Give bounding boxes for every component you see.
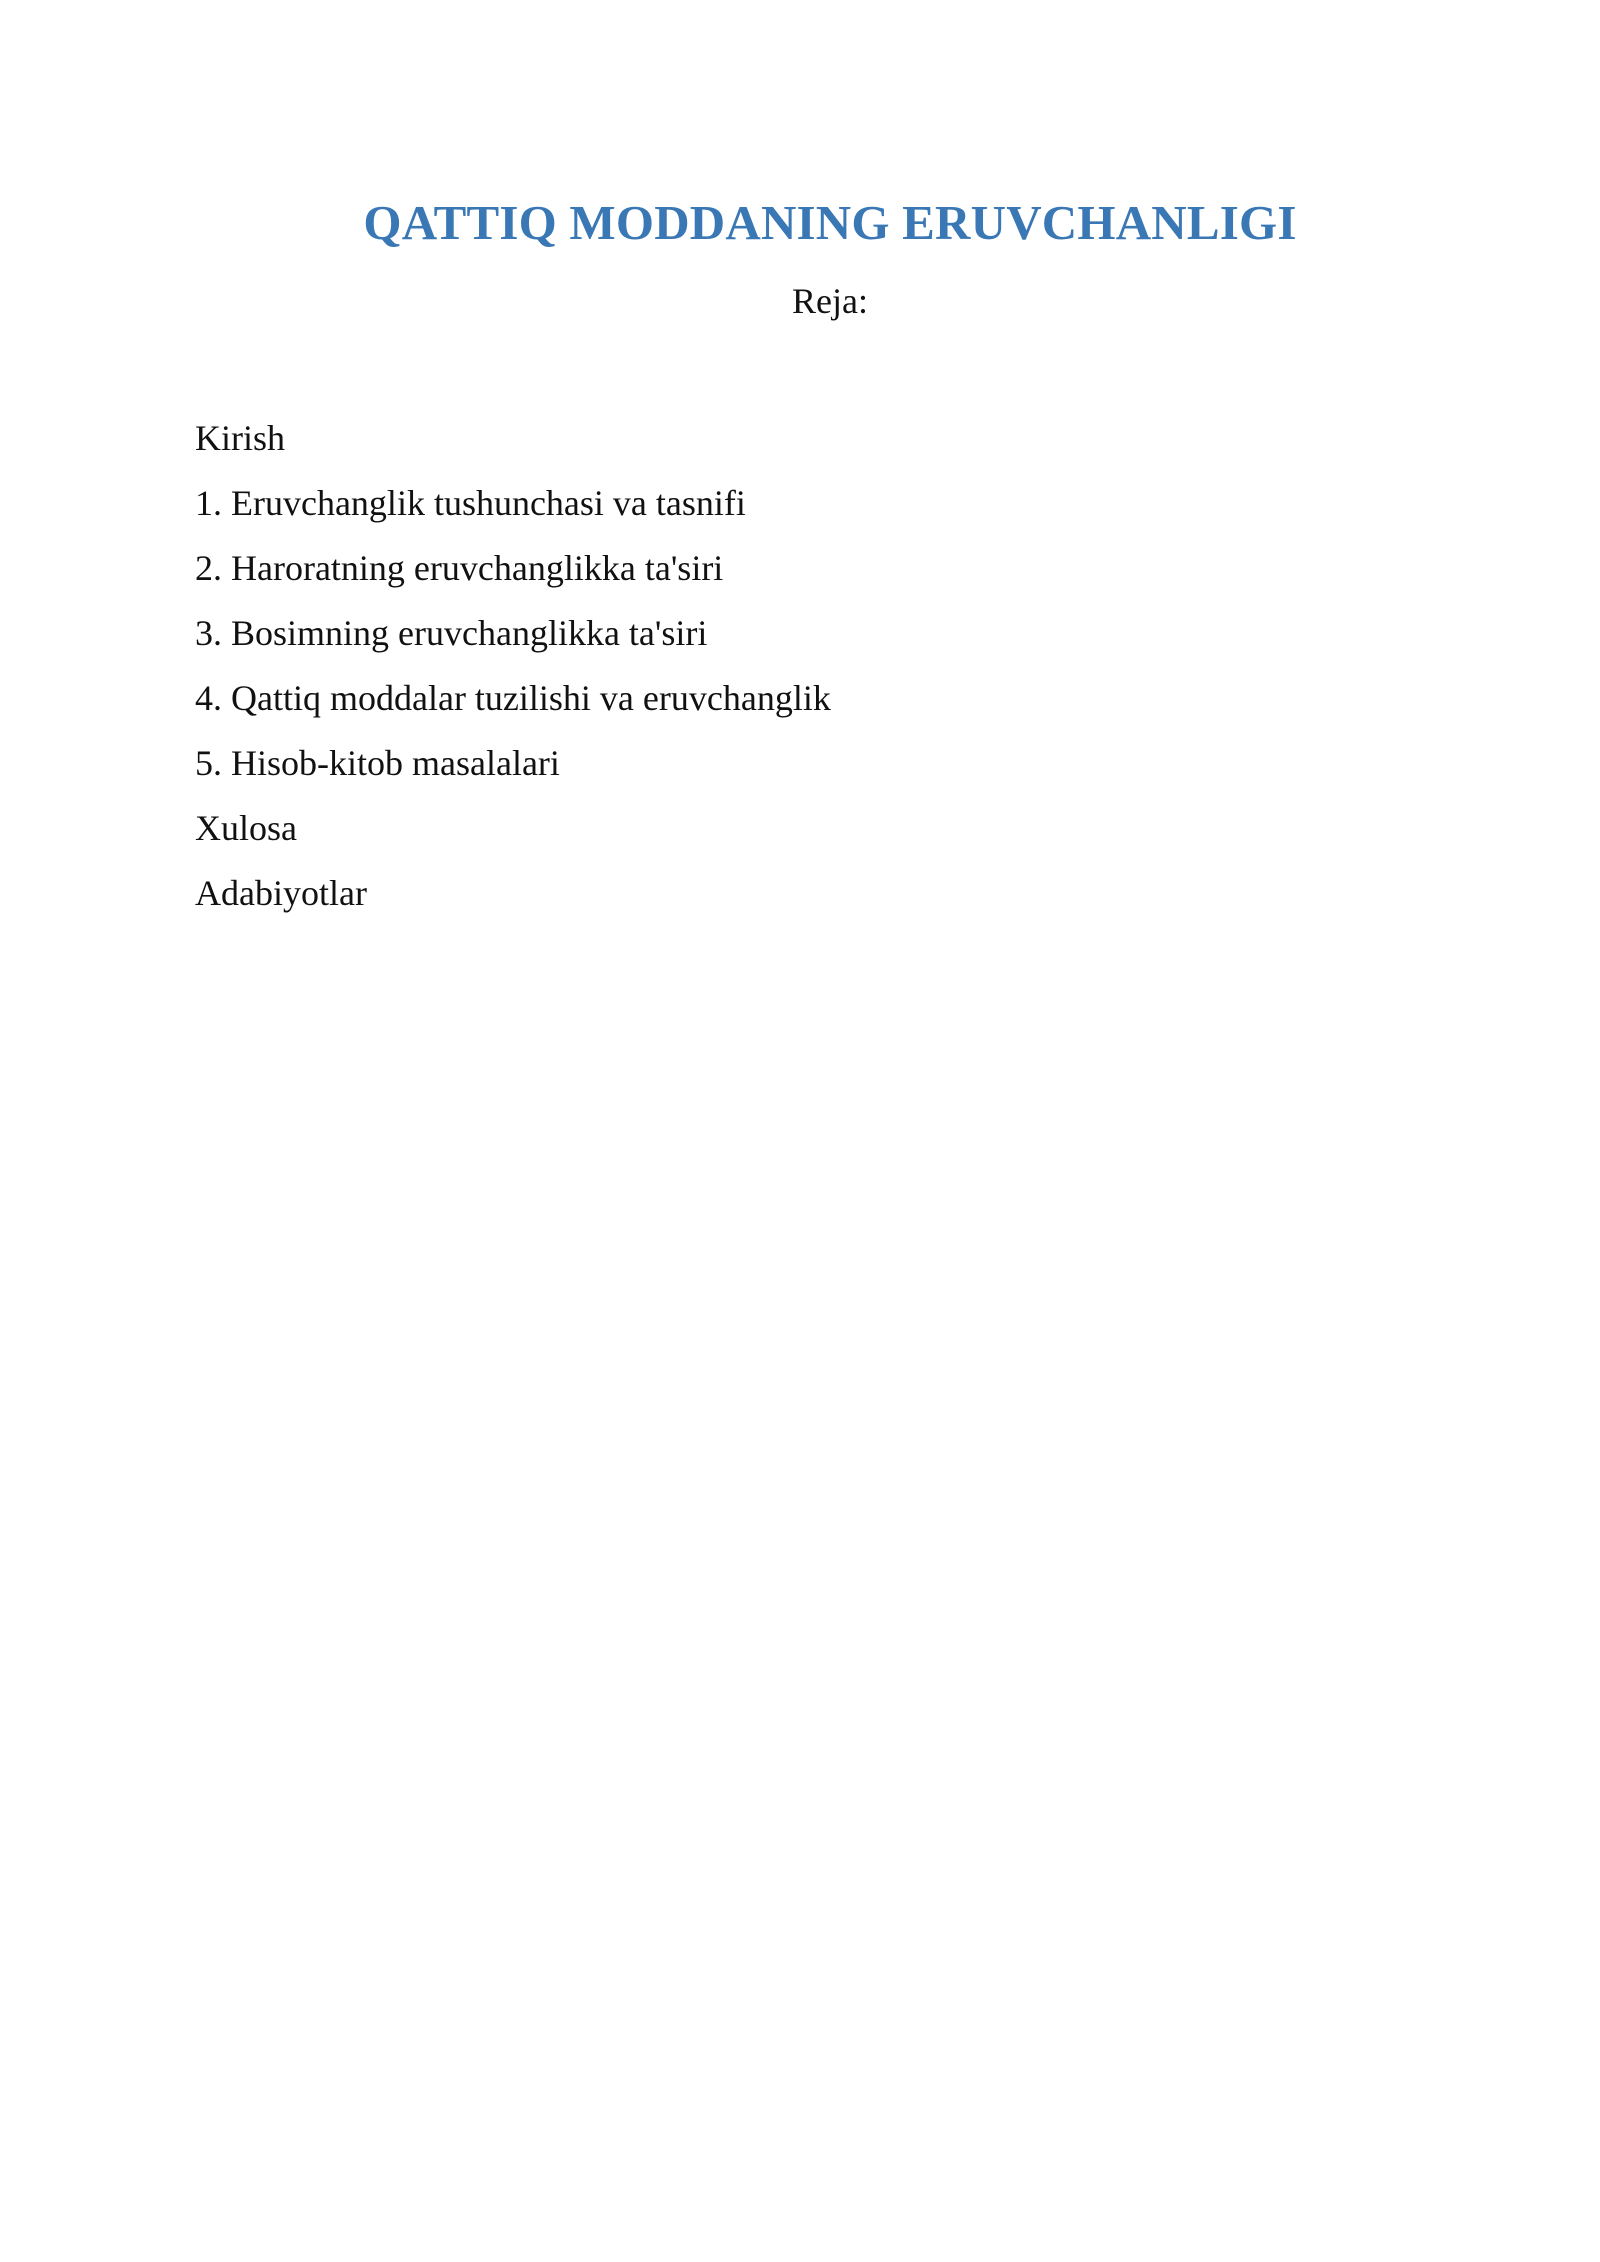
plan-item-2: 2. Haroratning eruvchanglikka ta'siri [195, 548, 724, 588]
plan-list [195, 406, 831, 926]
plan-item-references: Adabiyotlar [195, 873, 367, 913]
plan-item-4: 4. Qattiq moddalar tuzilishi va eruvchanglik [195, 678, 831, 718]
plan-heading: Reja: [792, 281, 868, 321]
plan-item-3: 3. Bosimning eruvchanglikka ta'siri [195, 613, 708, 653]
plan-item-5: 5. Hisob-kitob masalalari [195, 743, 560, 783]
plan-item-conclusion: Xulosa [195, 808, 297, 848]
page-title: QATTIQ MODDANING ERUVCHANLIGI [363, 195, 1297, 250]
plan-item-1: 1. Eruvchanglik tushunchasi va tasnifi [195, 483, 746, 523]
plan-item-introduction: Kirish [195, 418, 285, 458]
